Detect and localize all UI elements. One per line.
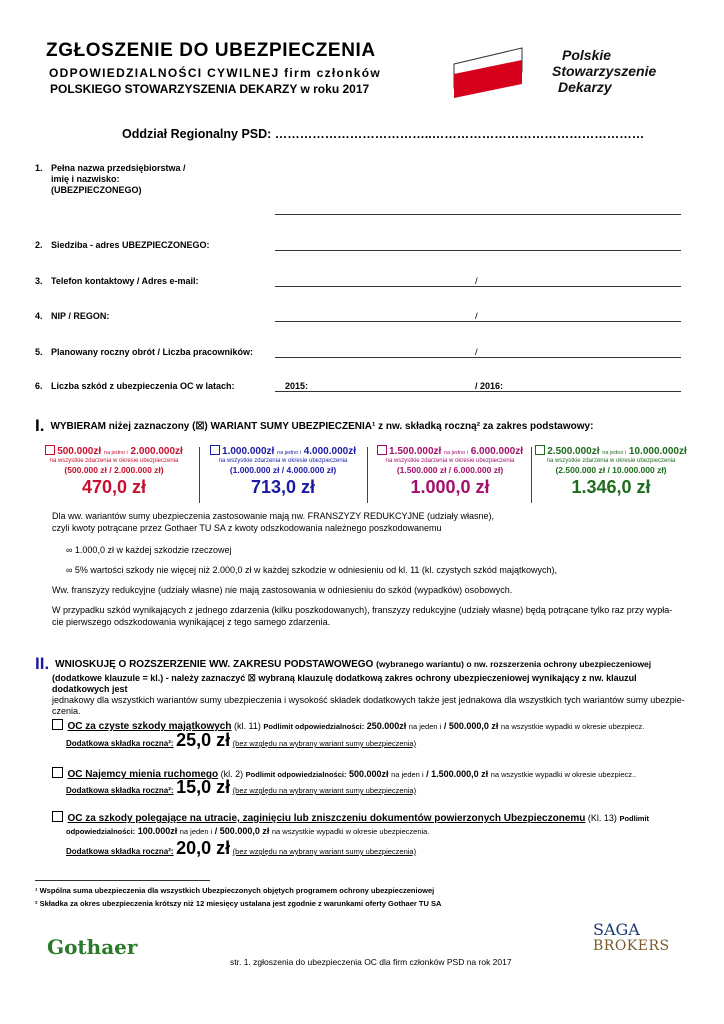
extension-clause-13[interactable] — [52, 811, 692, 824]
extension-premium-11 — [66, 730, 706, 750]
phone-email-input[interactable] — [275, 286, 681, 287]
variant-amount: 2.500.000zł — [547, 446, 600, 457]
checkbox-icon[interactable] — [210, 445, 220, 455]
company-name-input[interactable] — [275, 214, 681, 215]
extension-limit-label-2: odpowiedzialności: — [66, 827, 136, 836]
variant-price: 1.000,0 zł — [410, 477, 490, 497]
premium-note: (bez względu na wybrany wariant sumy ubezpieczenia) — [232, 847, 417, 856]
variant-amount: 1.500.000zł — [389, 446, 442, 457]
variant-small: na jedno i — [444, 450, 468, 456]
variant-divider — [367, 447, 368, 503]
field-label: Liczba szkód z ubezpieczenia OC w latach: — [51, 381, 235, 391]
section-2-line2: (dodatkowe klauzule = kl.) - należy zaznaczyć ☒ wybraną klauzulę dodatkową zakres ochrony ubezpieczeniowej wynikający z nw. klauzul dodatkowych jest — [52, 673, 637, 694]
field-label: (UBEZPIECZONEGO) — [51, 185, 142, 195]
variant-range: (1.000.000 zł / 4.000.000 zł) — [229, 465, 337, 475]
extension-limit-label: Podlimit odpowiedzialności: — [263, 722, 365, 731]
separator-slash: / — [475, 276, 478, 287]
field-claims-count — [35, 381, 235, 392]
extension-limit2: / 500.000,0 zł — [443, 721, 499, 731]
franchise-bullet-1: ∞ 1.000,0 zł w każdej szkodzie rzeczowej — [66, 545, 232, 555]
year-2015-label: 2015: — [285, 381, 309, 391]
franchise-p1: Dla ww. wariantów sumy ubezpieczenia zastosowanie mają nw. FRANSZYZY REDUKCYJNE (udziały własne), — [52, 511, 494, 521]
variant-note: na wszystkie zdarzenia w okresie ubezpieczenia — [218, 458, 348, 464]
variant-option-2[interactable] — [202, 445, 364, 498]
checkbox-icon[interactable] — [377, 445, 387, 455]
logo-line-2: Stowarzyszenie — [552, 63, 657, 79]
field-number: 4. — [35, 311, 43, 321]
extension-limit-label: Podlimit odpowiedzialności: — [245, 770, 347, 779]
field-address — [35, 240, 210, 251]
premium-label: Dodatkowa składka roczna²: — [66, 786, 174, 795]
field-label: NIP / REGON: — [51, 311, 110, 321]
variant-amount: 500.000zł — [57, 446, 102, 457]
franchise-multi-claim — [52, 604, 687, 628]
extension-title: OC za czyste szkody majątkowych — [67, 721, 232, 732]
logo-line-1: Polskie — [562, 47, 612, 63]
variant-amount-2: 6.000.000zł — [470, 446, 523, 457]
extension-limit-13 — [66, 826, 706, 837]
footnote-divider — [35, 880, 210, 881]
extension-mid: na jeden i — [391, 770, 424, 779]
field-nip-regon — [35, 311, 109, 322]
premium-label: Dodatkowa składka roczna²: — [66, 739, 174, 748]
extension-limit1: 500.000zł — [349, 769, 389, 779]
psd-logo — [452, 44, 682, 104]
field-label: imię i nazwisko: — [51, 174, 120, 184]
variant-range: (500.000 zł / 2.000.000 zł) — [64, 465, 164, 475]
variant-amount-2: 2.000.000zł — [130, 446, 183, 457]
saga-brokers-logo — [593, 922, 678, 962]
saga-logo-top: SAGA — [593, 920, 640, 939]
franchise-note: Ww. franszyzy redukcyjne (udziały własne) nie mają zastosowania w odniesieniu do szkód (wypadków) osobowych. — [52, 585, 513, 595]
page-footer-text: str. 1. zgłoszenia do ubezpieczenia OC dla firm członków PSD na rok 2017 — [230, 957, 512, 967]
extension-limit-label: Podlimit — [619, 814, 650, 823]
claims-count-input[interactable] — [275, 391, 681, 392]
field-number: 3. — [35, 276, 43, 286]
section-2-title: WNIOSKUJĘ O ROZSZERZENIE WW. ZAKRESU PODSTAWOWEGO — [55, 659, 374, 670]
year-2016-label: / 2016: — [475, 381, 504, 391]
field-number: 5. — [35, 347, 43, 357]
premium-price: 15,0 zł — [176, 777, 231, 797]
premium-label: Dodatkowa składka roczna²: — [66, 847, 174, 856]
variant-small: na jedno i — [602, 450, 627, 456]
section-2-line3: jednakowy dla wszystkich wariantów sumy ubezpieczenia i wysokość składek dodatkowych także jest jednakowa dla wszystkich tych wariantów sumy ubezpie- — [52, 695, 685, 705]
variant-note: na wszystkie zdarzenia w okresie ubezpieczenia — [546, 458, 676, 464]
extension-limit1: 100.000zł — [137, 826, 178, 836]
checkbox-icon[interactable] — [52, 719, 63, 730]
extension-clause-11[interactable] — [52, 719, 692, 732]
variant-amount-2: 10.000.000zł — [628, 446, 687, 457]
variant-note: na wszystkie zdarzenia w okresie ubezpieczenia — [49, 458, 179, 464]
section-2-line4: czenia. — [52, 706, 81, 716]
checkbox-icon[interactable] — [52, 811, 63, 822]
premium-price: 20,0 zł — [176, 838, 231, 858]
variant-amount-2: 4.000.000zł — [303, 446, 356, 457]
document-subtitle-1: ODPOWIEDZIALNOŚCI CYWILNEJ firm członków — [49, 66, 382, 80]
section-2-description — [52, 673, 692, 717]
section-2-title-tail: (wybranego wariantu) o nw. rozszerzenia ochrony ubezpieczeniowej — [376, 659, 652, 669]
variant-option-3[interactable] — [369, 445, 531, 498]
franchise-intro — [52, 510, 687, 534]
variant-option-4[interactable] — [530, 445, 692, 498]
extension-tail: na wszystkie wypadki w okresie ubezpieczenia. — [271, 827, 430, 836]
premium-note: (bez względu na wybrany wariant sumy ubezpieczenia) — [232, 739, 417, 748]
field-phone-email — [35, 276, 199, 287]
franchise-p2: czyli kwoty potrącane przez Gothaer TU SA z kwoty odszkodowania należnego poszkodowanemu — [52, 523, 442, 533]
document-title: ZGŁOSZENIE DO UBEZPIECZENIA — [46, 40, 376, 61]
field-label: Planowany roczny obrót / Liczba pracowników: — [51, 347, 254, 357]
separator-slash: / — [475, 347, 478, 358]
premium-price: 25,0 zł — [176, 730, 231, 750]
turnover-employees-input[interactable] — [275, 357, 681, 358]
extension-tail: na wszystkie wypadki w okresie ubezpiecz.. — [490, 770, 637, 779]
variant-amount: 1.000.000zł — [222, 446, 275, 457]
nip-regon-input[interactable] — [275, 321, 681, 322]
field-label: Siedziba - adres UBEZPIECZONEGO: — [51, 240, 210, 250]
section-2-number: II. — [35, 654, 50, 673]
section-1-heading — [35, 416, 593, 436]
field-label: Pełna nazwa przedsiębiorstwa / — [51, 163, 186, 173]
field-number: 6. — [35, 381, 43, 391]
field-number: 1. — [35, 163, 43, 173]
checkbox-icon[interactable] — [535, 445, 545, 455]
separator-slash: / — [475, 311, 478, 322]
document-subtitle-2: POLSKIEGO STOWARZYSZENIA DEKARZY w roku 2017 — [50, 82, 370, 96]
variant-option-1[interactable] — [33, 445, 195, 498]
franchise-p4a: W przypadku szkód wynikających z jednego zdarzenia (kilku poszkodowanych), franszyzy redukcyjne (udziały własne) będą potrącane tylko raz przy wypła- — [52, 605, 673, 615]
variant-small: na jedno i — [103, 450, 128, 456]
address-input[interactable] — [275, 250, 681, 251]
field-label: Telefon kontaktowy / Adres e-mail: — [51, 276, 199, 286]
franchise-bullet-2: ∞ 5% wartości szkody nie więcej niż 2.000,0 zł w każdej szkodzie w odniesieniu od kl. 11 (kl. czystych szkód majątkowych), — [66, 565, 557, 575]
logo-line-3: Dekarzy — [558, 79, 612, 95]
variant-range: (2.500.000 zł / 10.000.000 zł) — [555, 465, 667, 475]
regional-branch-field[interactable]: Oddział Regionalny PSD: ………………………………..…………………………………………… — [122, 127, 645, 141]
footnote-2: ² Składka za okres ubezpieczenia krótszy niż 12 miesięcy ustalana jest zgodnie z warunkami oferty Gothaer TU SA — [35, 899, 442, 908]
variant-small: na jedno i — [277, 450, 301, 456]
extension-kl: (kl. 11) — [234, 721, 261, 731]
footnote-1: ¹ Wspólna suma ubezpieczenia dla wszystkich Ubezpieczonych objętych programem ochrony ubezpieczeniowej — [35, 886, 435, 895]
extension-limit1: 250.000zł — [366, 721, 407, 731]
section-2-heading — [35, 654, 651, 674]
extension-kl: (kl. 2) — [220, 769, 244, 779]
extension-kl: (Kl. 13) — [587, 813, 617, 823]
extension-premium-2 — [66, 777, 706, 797]
extension-title: OC za szkody polegające na utracie, zaginięciu lub zniszczeniu dokumentów powierzonych Ubezpieczonemu — [67, 813, 586, 824]
variant-price: 1.346,0 zł — [571, 477, 651, 497]
extension-tail: na wszystkie wypadki w okresie ubezpiecz. — [500, 722, 645, 731]
variant-range: (1.500.000 zł / 6.000.000 zł) — [396, 465, 504, 475]
checkbox-icon[interactable] — [45, 445, 55, 455]
variant-price: 470,0 zł — [81, 477, 147, 497]
extension-premium-13 — [66, 838, 706, 858]
premium-note: (bez względu na wybrany wariant sumy ubezpieczenia) — [232, 786, 417, 795]
field-company-name — [35, 163, 186, 196]
field-turnover-employees — [35, 347, 253, 358]
variant-note: na wszystkie zdarzenia w okresie ubezpieczenia — [385, 458, 515, 464]
extension-title: OC Najemcy mienia ruchomego — [67, 769, 219, 780]
section-1-number: I. — [35, 416, 45, 435]
extension-limit2: / 1.500.000,0 zł — [426, 769, 489, 779]
franchise-p4b: cie pierwszego odszkodowania wynikającej z tego samego zdarzenia. — [52, 617, 331, 627]
variant-divider — [199, 447, 200, 503]
checkbox-icon[interactable] — [52, 767, 63, 778]
field-number: 2. — [35, 240, 43, 250]
extension-clause-2[interactable] — [52, 767, 692, 780]
variant-price: 713,0 zł — [250, 477, 316, 497]
extension-limit2: / 500.000,0 zł — [214, 826, 270, 836]
gothaer-logo: Gothaer — [47, 935, 138, 959]
extension-mid: na jeden i — [179, 827, 213, 836]
section-1-text: WYBIERAM niżej zaznaczony (☒) WARIANT SUMY UBEZPIECZENIA¹ z nw. składką roczną² za zakres podstawowy: — [50, 421, 594, 432]
saga-logo-bottom: BROKERS — [593, 938, 670, 954]
extension-mid: na jeden i — [408, 722, 442, 731]
